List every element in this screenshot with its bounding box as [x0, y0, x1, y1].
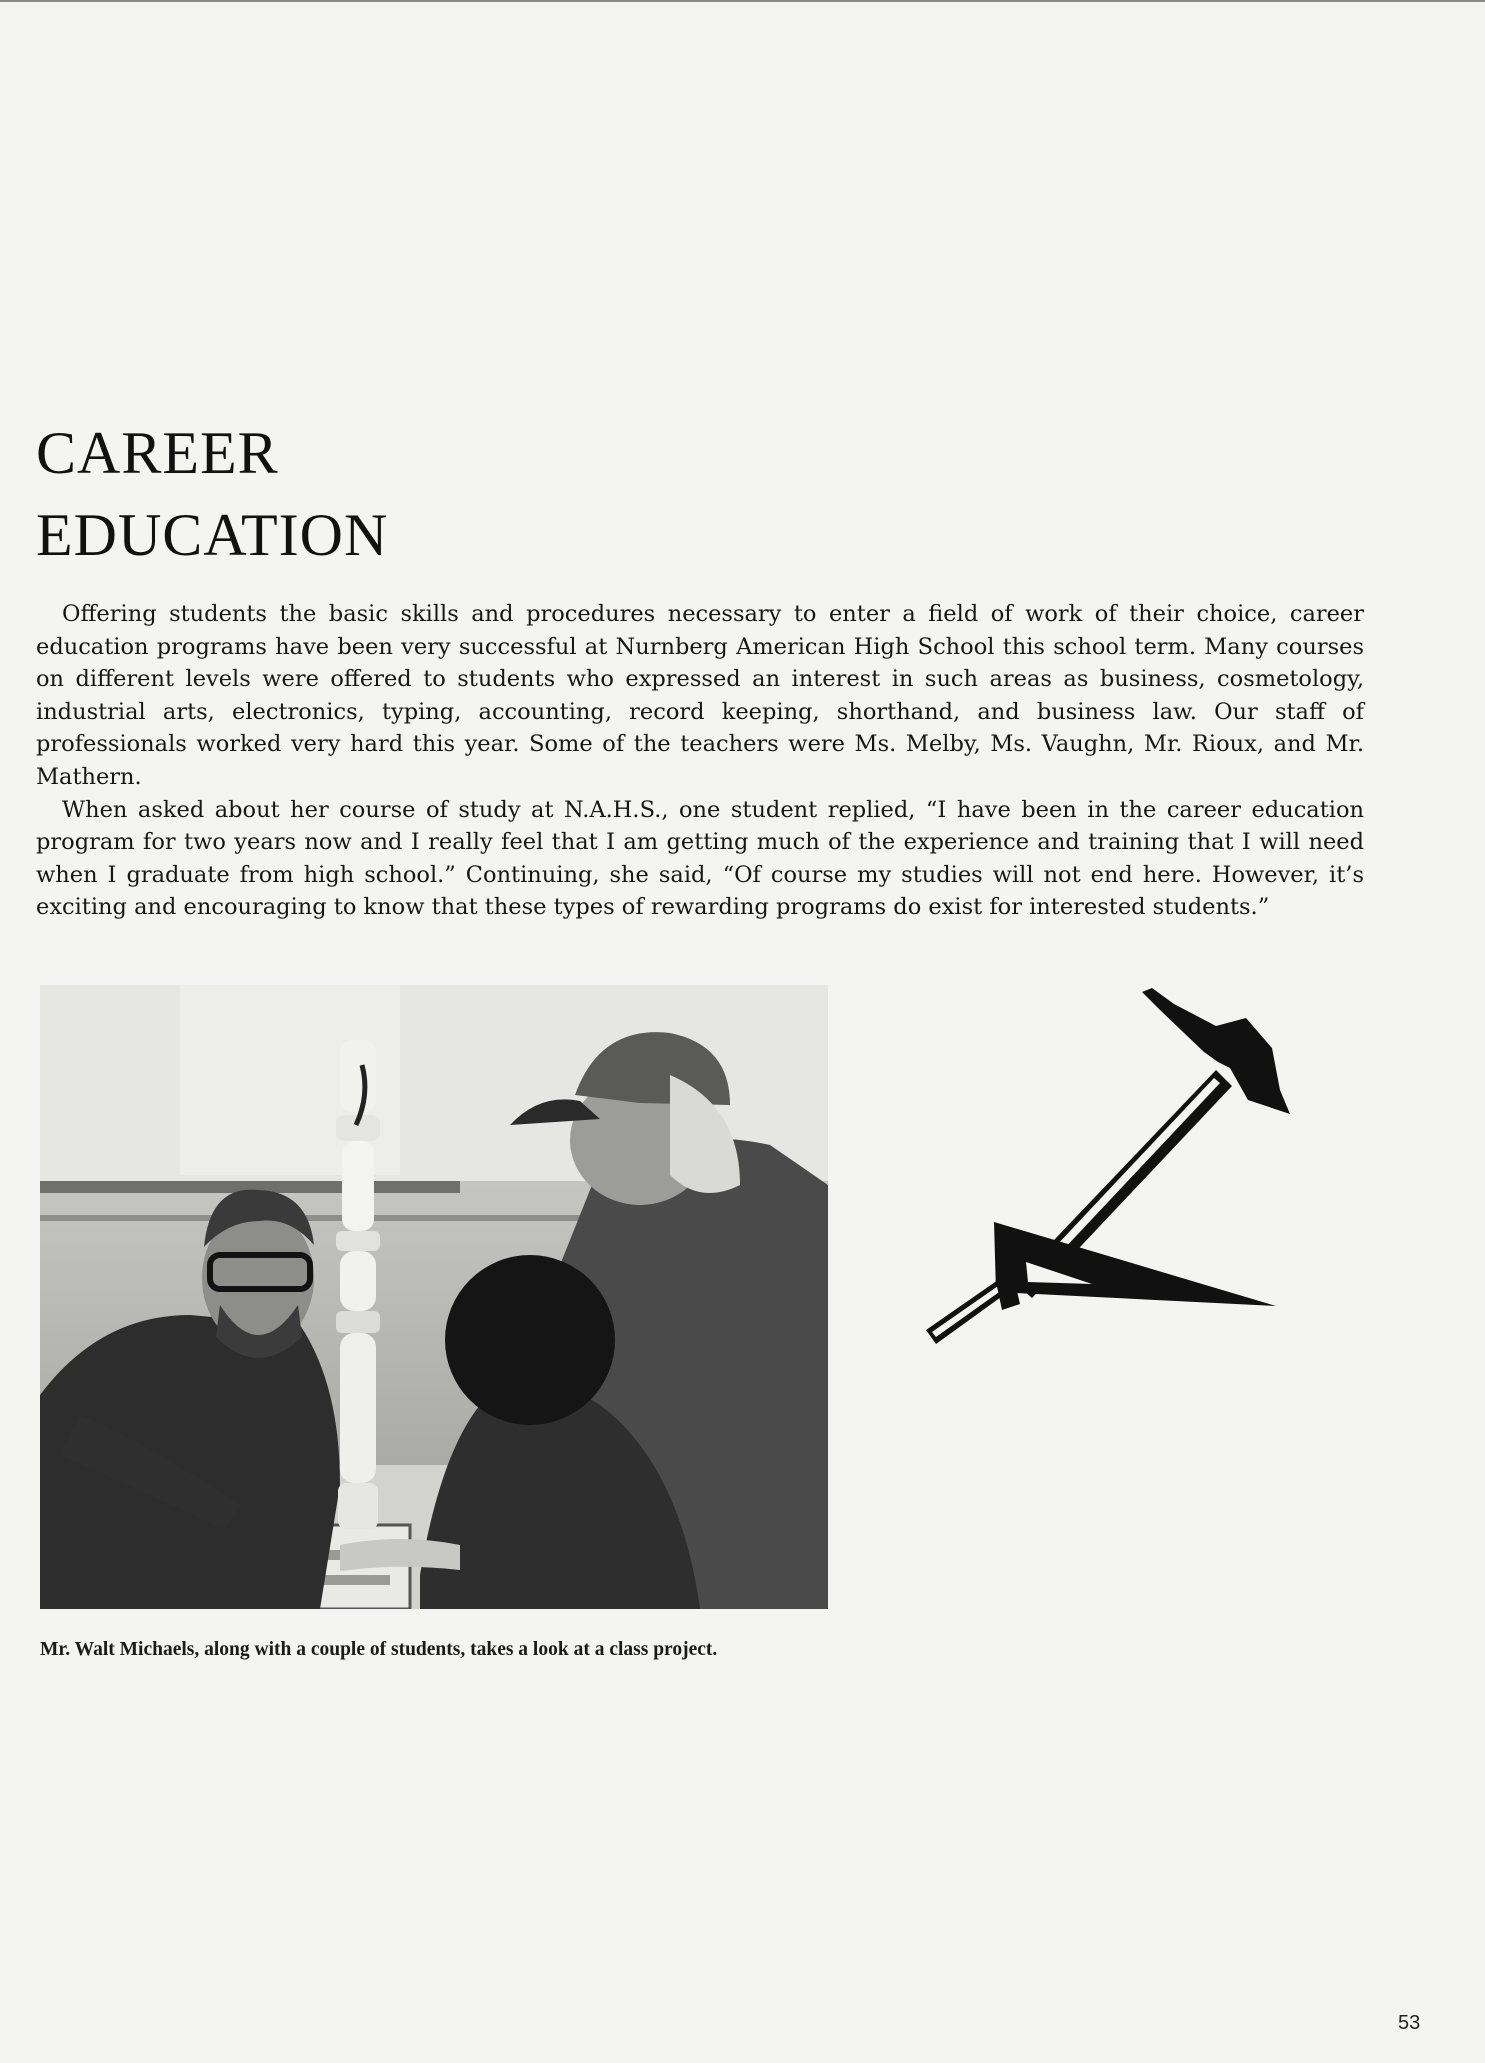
- page-top-edge: [0, 0, 1485, 2]
- hammer-and-square-icon: [916, 982, 1326, 1364]
- photo-caption: Mr. Walt Michaels, along with a couple of students, takes a look at a class project.: [40, 1639, 718, 1660]
- page-number: 53: [1398, 2012, 1421, 2034]
- photo-illustration: [40, 985, 828, 1609]
- article-body: [36, 598, 1364, 924]
- class-project-photo: [40, 985, 828, 1609]
- article-paragraph-2: When asked about her course of study at N.A.H.S., one student replied, “I have been in the career education program for two years now and I really feel that I am getting much of the experience and training that I will need when I graduate from high school.” Continuing, she said, “Of course my studies will not end here. However, it’s exciting and encouraging to know that these types of rewarding programs do exist for interested students.”: [36, 796, 1364, 921]
- page-title: [36, 412, 388, 576]
- article-paragraph-1: Offering students the basic skills and procedures necessary to enter a field of work of their choice, career education programs have been very successful at Nurnberg American High School this school term. Many courses on different levels were offered to students who expressed an interest in such areas as business, cosmetology, industrial arts, electronics, typing, accounting, record keeping, shorthand, and business law. Our staff of professionals worked very hard this year. Some of the teachers were Ms. Melby, Ms. Vaughn, Mr. Rioux, and Mr. Mathern.: [36, 601, 1364, 790]
- title-line-1: CAREER: [36, 420, 279, 486]
- title-line-2: EDUCATION: [36, 502, 389, 568]
